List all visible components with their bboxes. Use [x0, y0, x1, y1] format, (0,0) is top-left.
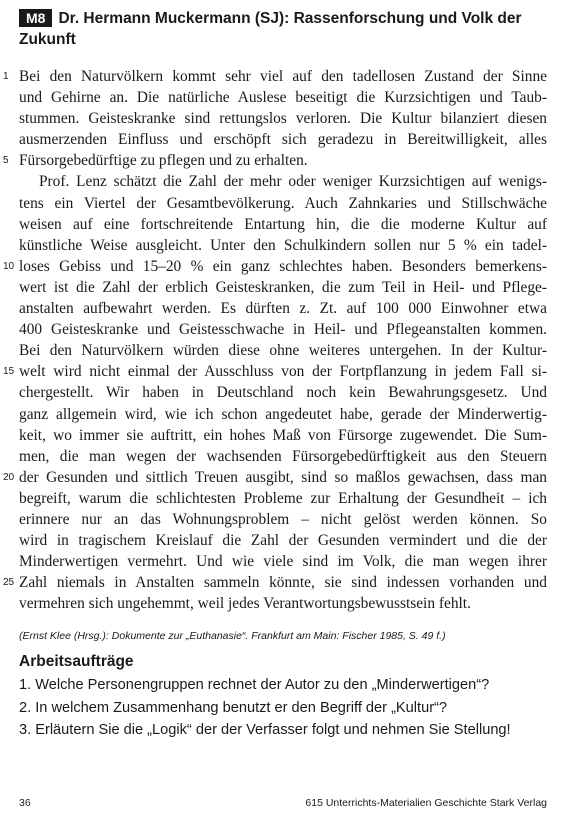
- material-heading: [19, 8, 554, 50]
- task-item: 3. Erläutern Sie die „Logik“ der der Verfasser folgt und nehmen Sie Stellung!: [19, 722, 511, 738]
- text-line: [19, 108, 547, 129]
- text-line: [19, 193, 547, 214]
- line-number: 5: [3, 155, 9, 167]
- text-line: [19, 319, 547, 340]
- line-text: men, die man wegen der wachsenden Fürsorgebedürftigkeit aus den Steuern: [19, 447, 547, 465]
- line-text: tens ein Viertel der Gesamtbevölkerung. Auch Zahnkaries und Stillschwäche: [19, 194, 547, 212]
- text-line: [19, 404, 547, 425]
- line-text: künstliche Weise ausgleicht. Unter den Schulkindern sollen nur 5 % ein tadel-: [19, 236, 547, 254]
- text-line: [3, 361, 547, 382]
- line-number: 1: [3, 71, 9, 82]
- text-line: [19, 551, 547, 572]
- line-number: 15: [3, 366, 15, 378]
- line-text: chergestellt. Wir haben in Deutschland noch kein Bewahrungsgesetz. Und: [19, 384, 547, 402]
- line-text: 400 Geisteskranke und Geistesschwache in Heil- und Pflegeanstalten kommen.: [19, 321, 547, 339]
- line-number: 10: [3, 260, 15, 272]
- line-text: Zahl niemals in Anstalten sammeln könnte, sie sind indessen vorhanden und: [19, 574, 547, 592]
- tasks-list: [19, 674, 547, 742]
- line-text: Fürsorgebedürftige zu pflegen und zu erhalten.: [19, 152, 308, 170]
- material-label: M8: [19, 9, 52, 27]
- line-text: stummen. Geisteskranke sind rettungslos verloren. Die Kultur bilanziert diesen: [19, 110, 547, 128]
- text-line: [3, 467, 547, 488]
- source-citation: (Ernst Klee (Hrsg.): Dokumente zur „Euthanasie“. Frankfurt am Main: Fischer 1985, S. 49 f.): [19, 630, 446, 642]
- text-line: [19, 382, 547, 403]
- line-text: Prof. Lenz schätzt die Zahl der mehr oder weniger Kurzsichtigen auf wenigs-: [39, 173, 547, 191]
- text-line: [3, 256, 547, 277]
- line-text: erinnere nur an das Wohnungsproblem – nicht gelöst werden können. So: [19, 510, 547, 528]
- text-line: [19, 340, 547, 361]
- text-line: [19, 530, 547, 551]
- line-text: und Gehirne an. Die natürliche Auslese beseitigt die Kurzsichtigen und Taub-: [19, 89, 547, 107]
- text-line: [19, 235, 547, 256]
- text-line: [19, 129, 547, 150]
- publisher-info: 615 Unterrichts-Materialien Geschichte Stark Verlag: [305, 797, 547, 809]
- line-text: Bei den Naturvölkern kommt sehr viel auf den tadellosen Zustand der Sinne: [19, 68, 547, 85]
- text-line: [3, 150, 547, 171]
- tasks-heading: Arbeitsaufträge: [19, 653, 134, 670]
- page-number: 36: [19, 797, 31, 809]
- line-number: 25: [3, 577, 15, 589]
- line-text: keit, wo immer sie auftritt, ein hohes Maß von Fürsorge zugewendet. Die Sum-: [19, 426, 547, 444]
- line-text: wert ist die Zahl der erblich Geisteskranken, die zum Teil in Heil- und Pflege-: [19, 278, 547, 296]
- text-line: [19, 425, 547, 446]
- line-text: wird in tragischem Kreislauf die Zahl der Gesunden vermindert und die der: [19, 532, 547, 550]
- text-line: [19, 87, 547, 108]
- line-number: 20: [3, 471, 15, 483]
- material-title: Dr. Hermann Muckermann (SJ): Rassenforschung und Volk der Zukunft: [19, 10, 522, 48]
- text-line: [19, 298, 547, 319]
- text-line: [3, 66, 547, 87]
- line-text: welt wird nicht einmal der Ausschluss von der Fortpflanzung in jedem Fall si-: [19, 363, 547, 381]
- line-text: Bei den Naturvölkern würden diese ohne weiteres untergehen. In der Kultur-: [19, 342, 547, 360]
- line-text: begreift, warum die schlichtesten Probleme zur Erhaltung der Gesundheit – ich: [19, 489, 547, 507]
- task-item: 2. In welchem Zusammenhang benutzt er den Begriff der „Kultur“?: [19, 699, 448, 716]
- text-line: [19, 593, 547, 614]
- task-item: 1. Welche Personengruppen rechnet der Autor zu den „Minderwertigen“?: [19, 677, 490, 693]
- text-line: [19, 277, 547, 298]
- text-line: [19, 488, 547, 509]
- source-text: [3, 66, 547, 614]
- line-text: loses Gebiss und 15–20 % ein ganz schlechtes haben. Besonders bemerkens-: [19, 257, 547, 275]
- text-line: [19, 446, 547, 467]
- text-line: [19, 509, 547, 530]
- line-text: anstalten aufbewahrt werden. Es dürften z. Zt. auf 100 000 Einwohner etwa: [19, 300, 547, 318]
- line-text: der Gesunden und sittlich Treuen ausgibt, sind so maßlos gewachsen, dass man: [19, 468, 547, 486]
- text-line: [19, 214, 547, 235]
- line-text: Minderwertigen vermehrt. Und wie viele sind im Volk, die man wegen ihrer: [19, 553, 547, 571]
- line-text: ganz allgemein wird, wie ich schon angedeutet habe, gerade der Minderwertig-: [19, 405, 547, 423]
- line-text: weisen auf eine fortschreitende Entartung hin, die die moderne Kultur auf: [19, 215, 547, 233]
- line-text: ausmerzenden Einfluss und erschöpft sich geradezu in Bereitwilligkeit, alles: [19, 131, 547, 149]
- text-line: [19, 171, 547, 192]
- text-line: [3, 572, 547, 593]
- line-text: vermehren sich ungehemmt, weil jedes Verantwortungsbewusstsein fehlt.: [19, 595, 471, 613]
